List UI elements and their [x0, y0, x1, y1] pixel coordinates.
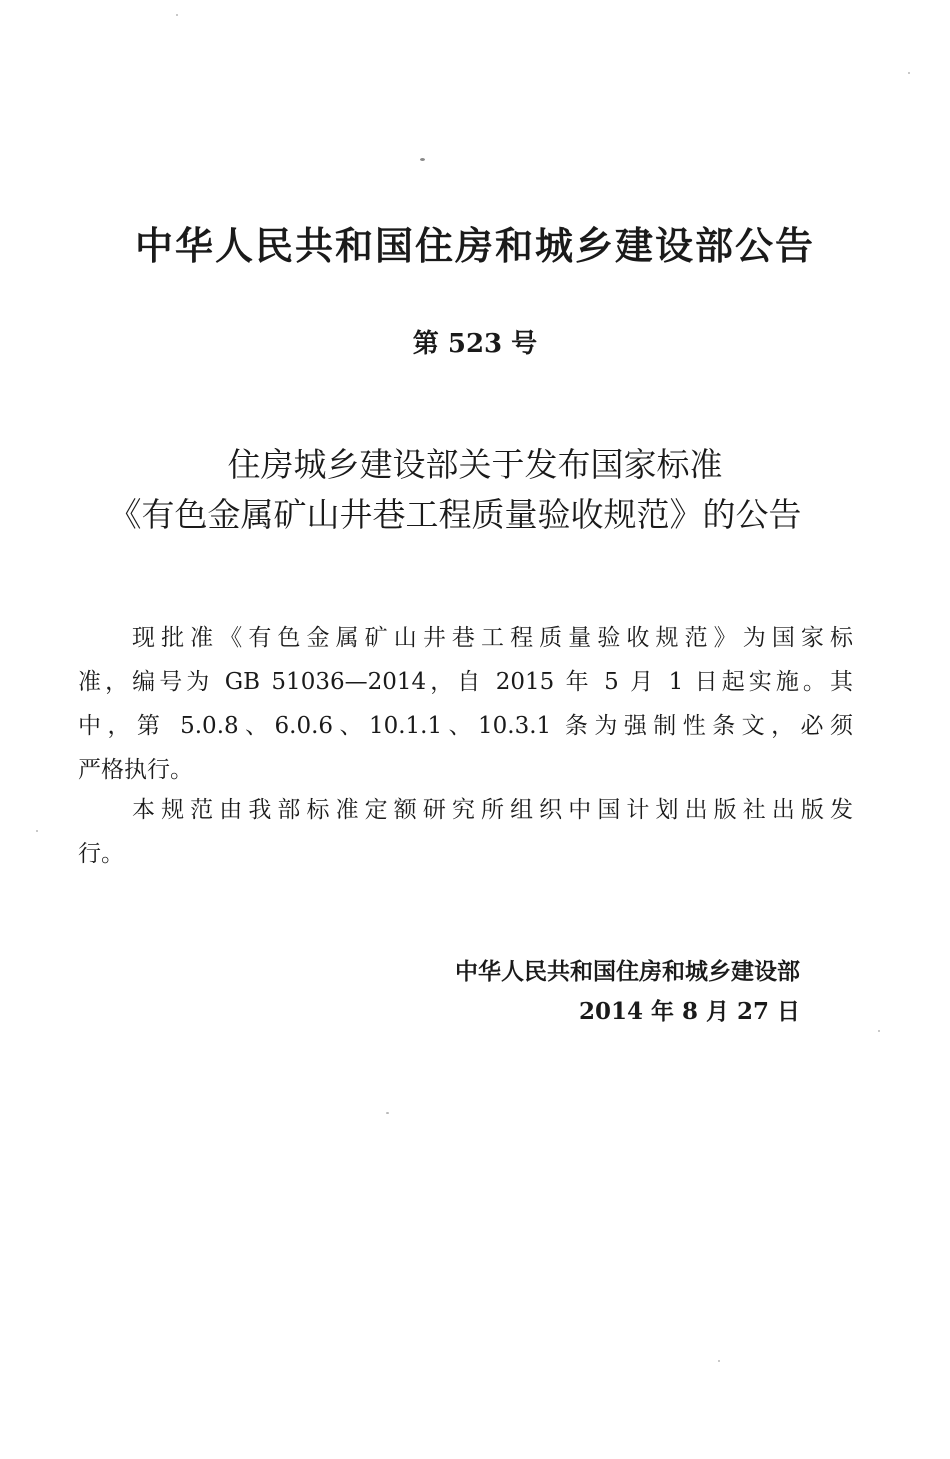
announcement-number: 第 523 号 [412, 329, 538, 359]
paragraph-2-line-2: 行。 [78, 841, 124, 867]
paragraph-2-line-1: 本规范由我部标准定额研究所组织中国计划出版社出版发 [132, 797, 853, 823]
scan-speck [36, 830, 38, 832]
paragraph-1-line-2: 准，编号为 GB 51036—2014，自 2015 年 5 月 1 日起实施。其 [78, 669, 853, 695]
scan-speck [176, 14, 178, 16]
paragraph-1-line-4: 严格执行。 [78, 757, 193, 783]
issuer-title: 中华人民共和国住房和城乡建设部公告 [134, 224, 815, 268]
title-line-1: 住房城乡建设部关于发布国家标准 [227, 445, 723, 484]
signature-date: 2014 年 8 月 27 日 [578, 998, 800, 1025]
scan-speck [386, 1112, 389, 1114]
paragraph-1-line-3: 中，第 5.0.8、6.0.6、10.1.1、10.3.1 条为强制性条文，必须 [78, 713, 853, 739]
paragraph-1-line-1: 现批准《有色金属矿山井巷工程质量验收规范》为国家标 [132, 625, 853, 651]
scan-speck [420, 158, 425, 161]
signature-organization: 中华人民共和国住房和城乡建设部 [455, 959, 800, 985]
scan-speck [878, 1030, 880, 1032]
title-line-2: 《有色金属矿山井巷工程质量验收规范》的公告 [108, 495, 802, 534]
scan-speck [908, 72, 910, 74]
scan-speck [718, 1360, 720, 1362]
